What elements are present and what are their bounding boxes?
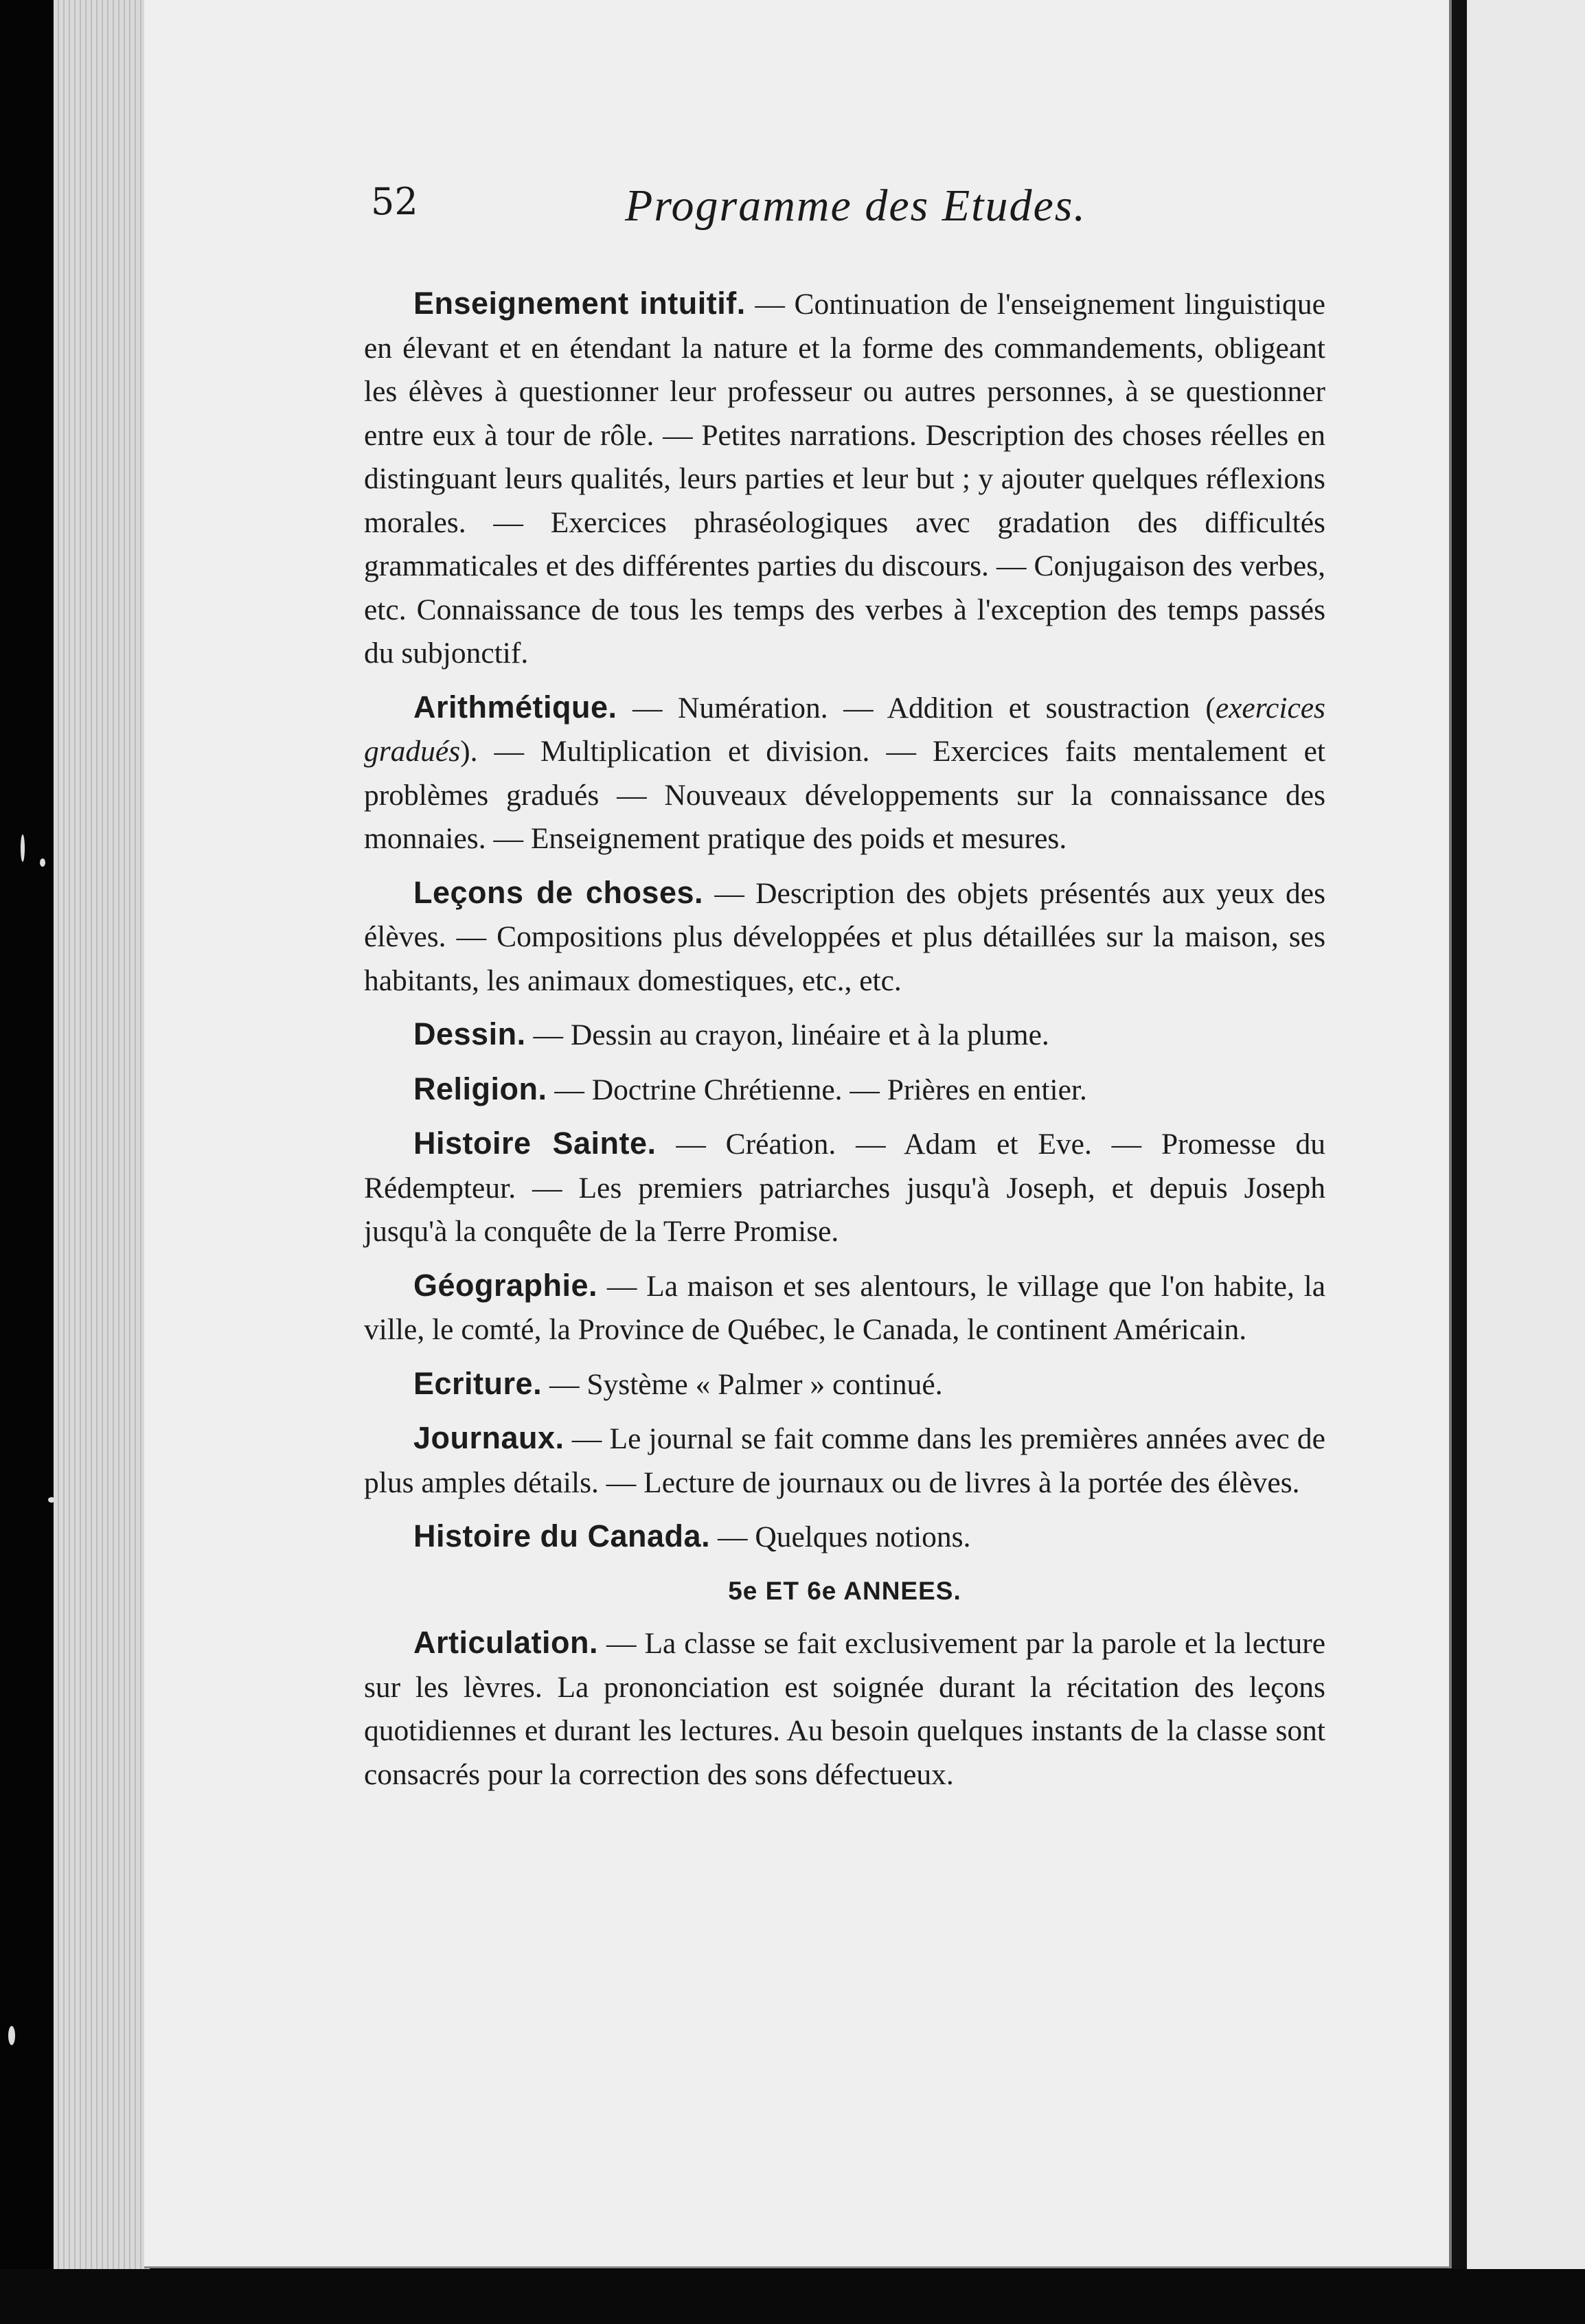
paragraph-body: — Dessin au crayon, linéaire et à la plume. bbox=[525, 1018, 1049, 1051]
paragraph-heading: Histoire du Canada. bbox=[413, 1518, 711, 1553]
paragraph-enseignement-intuitif bbox=[364, 282, 1325, 676]
paragraph-body: — Quelques notions. bbox=[710, 1520, 971, 1553]
paragraph-heading: Leçons de choses. bbox=[413, 874, 704, 910]
scan-left-edge bbox=[0, 0, 54, 2324]
paragraph-journaux bbox=[364, 1416, 1325, 1505]
paragraph-body: — Le journal se fait comme dans les premières années avec de plus amples détails. — Lecture de journaux ou de livres à la portée des élèves. bbox=[364, 1422, 1325, 1499]
paragraph-body: — Continuation de l'enseignement linguistique en élevant et en étendant la nature et la forme des commandements, obligeant les élèves à questionner leur professeur ou autres personnes, à se questionner entre eux à tour de rôle. — Petites narrations. Description des choses réelles en distinguant leurs qualités, leurs parties et leur but ; y ajouter quelques réflexions morales. — Exercices phraséologiques avec gradation des difficultés grammaticales et des différentes parties du discours. — Conjugaison des verbes, etc. Connaissance de tous les temps des verbes à l'exception des temps passés du subjonctif. bbox=[364, 288, 1325, 670]
scan-bottom-edge bbox=[0, 2269, 1585, 2324]
paragraph-heading: Journaux. bbox=[413, 1420, 565, 1455]
paragraph-lecons-de-choses bbox=[364, 871, 1325, 1003]
paragraph-body: — Description des objets présentés aux yeux des élèves. — Compositions plus développées et plus détaillées sur la maison, ses habitants, les animaux domestiques, etc., etc. bbox=[364, 876, 1325, 997]
paragraph-body: — La classe se fait exclusivement par la parole et la lecture sur les lèvres. La prononciation est soignée durant la récitation des leçons quotidiennes et durant les lectures. Au besoin quelques instants de la classe sont consacrés pour la correction des sons défectueux. bbox=[364, 1627, 1325, 1791]
page-header bbox=[371, 180, 1442, 249]
scan-right-shadow bbox=[1452, 0, 1467, 2324]
paragraph-body: — Création. — Adam et Eve. — Promesse du Rédempteur. — Les premiers patriarches jusqu'à Joseph, et depuis Joseph jusqu'à la conquête de la Terre Promise. bbox=[364, 1128, 1326, 1248]
paragraph-articulation bbox=[364, 1621, 1325, 1797]
paragraph-body: — La maison et ses alentours, le village que l'on habite, la ville, le comté, la Province de Québec, le Canada, le continent Américain. bbox=[364, 1269, 1325, 1346]
scan-speck bbox=[8, 2026, 15, 2045]
paragraph-heading: Enseignement intuitif. bbox=[413, 286, 746, 321]
scan-speck bbox=[21, 834, 25, 862]
paragraph-heading: Arithmétique. bbox=[413, 689, 617, 725]
page-stack-edges bbox=[54, 0, 150, 2324]
paragraph-arithmetique bbox=[364, 685, 1325, 861]
paragraph-histoire-sainte bbox=[364, 1121, 1325, 1254]
paragraph-histoire-du-canada bbox=[364, 1514, 1325, 1560]
text-column bbox=[364, 282, 1325, 1806]
paragraph-body-italic: exercices gradués bbox=[364, 691, 1325, 768]
paragraph-heading: Géographie. bbox=[413, 1267, 598, 1303]
paragraph-body: ). — Multiplication et division. — Exercices faits mentalement et problèmes gradués — Nouveaux développements sur la connaissance des monnaies. — Enseignement pratique des poids et mesures. bbox=[364, 735, 1325, 855]
paragraph-dessin bbox=[364, 1012, 1325, 1058]
paragraph-geographie bbox=[364, 1264, 1325, 1352]
page-number: 52 bbox=[371, 180, 418, 223]
paragraph-heading: Histoire Sainte. bbox=[413, 1126, 657, 1161]
paragraph-body: — Numération. — Addition et soustraction ( bbox=[617, 691, 1216, 725]
paragraph-religion bbox=[364, 1067, 1325, 1113]
paragraph-heading: Religion. bbox=[413, 1071, 547, 1106]
paragraph-body: — Doctrine Chrétienne. — Prières en entier. bbox=[547, 1073, 1087, 1106]
paragraph-heading: Ecriture. bbox=[413, 1365, 543, 1401]
scan-speck bbox=[40, 858, 45, 867]
scan-speck bbox=[48, 1497, 55, 1503]
scan-right-margin bbox=[1467, 0, 1585, 2324]
paragraph-ecriture bbox=[364, 1362, 1325, 1407]
paragraph-body: — Système « Palmer » continué. bbox=[542, 1367, 943, 1401]
section-heading: 5e ET 6e ANNEES. bbox=[728, 1576, 961, 1605]
paragraph-heading: Articulation. bbox=[413, 1625, 599, 1660]
running-title: Programme des Etudes. bbox=[625, 181, 1086, 231]
paragraph-heading: Dessin. bbox=[413, 1016, 526, 1051]
